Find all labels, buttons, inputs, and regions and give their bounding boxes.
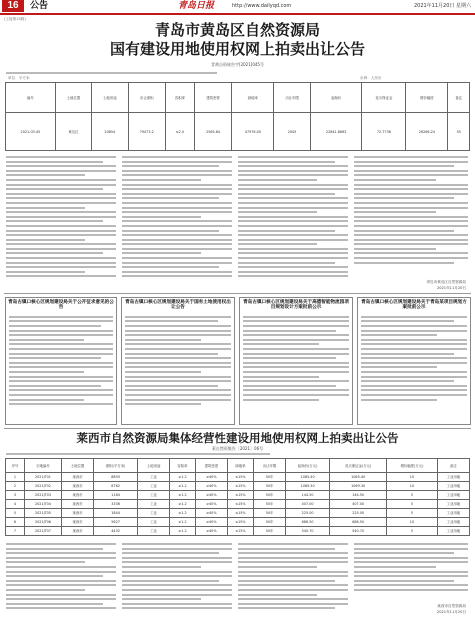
- table2-cell: 工业用地: [437, 500, 469, 509]
- table1-header: 起始价: [310, 83, 362, 113]
- table2-cell: ≥1.2: [170, 500, 196, 509]
- paper-logo: 青岛日报: [178, 1, 215, 11]
- table2-cell: 1844: [94, 509, 138, 518]
- notice-box-4: [357, 297, 471, 425]
- table2-cell: 莱西市: [61, 482, 93, 491]
- table2-header: 备注: [437, 459, 469, 473]
- table2-cell: 407.00: [286, 500, 330, 509]
- table2-header: 绿地率: [227, 459, 253, 473]
- table1-cell: 72.7736: [362, 113, 406, 151]
- table2-cell: ≥40%: [195, 482, 227, 491]
- table2-cell: 工业用地: [437, 518, 469, 527]
- table2-cell: 8762: [94, 482, 138, 491]
- table2-cell: ≥1.2: [170, 482, 196, 491]
- table-row: [6, 500, 470, 509]
- table2-cell: 540.70: [330, 527, 387, 536]
- table-row: [6, 518, 470, 527]
- table1-header: 容积率: [165, 83, 194, 113]
- table1-cell: 55: [448, 113, 470, 151]
- table1-header: 出让面积: [128, 83, 165, 113]
- table2-cell: 2021JT04: [25, 500, 62, 509]
- table1-header: 土地用途: [92, 83, 128, 113]
- table1-cell: 2021-GY-45: [6, 113, 56, 151]
- table2-cell: 2021JT06: [25, 518, 62, 527]
- notice2-title: 莱西市自然资源局集体经营性建设用地使用权网上拍卖出让公告: [76, 431, 399, 445]
- table1-header: 绿地率: [232, 83, 274, 113]
- notice-box-3: [239, 297, 353, 425]
- table2-cell: 2021JT07: [25, 527, 62, 536]
- table2-header: 面积(平方米): [94, 459, 138, 473]
- table2-cell: 540.70: [286, 527, 330, 536]
- notice-box-title: 青岛古镇口核心区规划建设局关于高德智能物流园项目规划设计方案批前公示: [243, 300, 349, 311]
- table2-cell: ≤15%: [227, 518, 253, 527]
- table2-cell: 5: [387, 509, 438, 518]
- table1-unit: 单位：平方米: [8, 76, 30, 80]
- table2-header: 竞买保证金(万元): [330, 459, 387, 473]
- table2-cell: 5: [6, 509, 25, 518]
- table1-cell: 2565.64: [194, 113, 231, 151]
- table2-cell: 7: [6, 527, 25, 536]
- notice-box-2: [121, 297, 235, 425]
- table2-cell: 225.00: [286, 509, 330, 518]
- table2-cell: ≥40%: [195, 518, 227, 527]
- table2-header: 土地用途: [138, 459, 170, 473]
- table2-cell: 1069.30: [330, 482, 387, 491]
- notice2-body-col3: [238, 541, 348, 617]
- table1-cell: ≤2.0: [165, 113, 194, 151]
- table2-cell: 4432: [94, 527, 138, 536]
- notice1-body-col2: [122, 154, 232, 292]
- table2-cell: 工业: [138, 509, 170, 518]
- section-name: 公告: [30, 1, 49, 11]
- table2-cell: 工业用地: [437, 491, 469, 500]
- table2-cell: ≥40%: [195, 491, 227, 500]
- table2-cell: ≥40%: [195, 527, 227, 536]
- table2-header: 建筑密度: [195, 459, 227, 473]
- table2-cell: ≤15%: [227, 473, 253, 482]
- table1-header: 增价幅度: [406, 83, 448, 113]
- notice-box-title: 青岛古镇口核心区规划建设局关于青岛某项目规划方案批前公示: [361, 300, 467, 311]
- notice1-signature: 青岛市黄岛区自然资源局: [426, 280, 466, 284]
- table1-cell: 79473.2: [128, 113, 165, 151]
- table1-header: 编号: [6, 83, 56, 113]
- notice1-intro: [6, 70, 246, 80]
- table2-cell: 工业: [138, 518, 170, 527]
- table2-cell: 工业: [138, 500, 170, 509]
- table2-cell: 407.00: [330, 500, 387, 509]
- table2-cell: ≥40%: [195, 473, 227, 482]
- table2-header: 起始价(万元): [286, 459, 330, 473]
- table2-cell: 莱西市: [61, 527, 93, 536]
- section-divider: [4, 428, 471, 429]
- table2-cell: 50年: [253, 473, 285, 482]
- table1-header: 建筑密度: [194, 83, 231, 113]
- table-row: [6, 482, 470, 491]
- table2-cell: 莱西市: [61, 518, 93, 527]
- notice-box-body: [122, 314, 234, 408]
- table2-cell: 3: [6, 491, 25, 500]
- table1-cell: 2005: [274, 113, 310, 151]
- table2-cell: 工业: [138, 491, 170, 500]
- table2-cell: 工业用地: [437, 527, 469, 536]
- table1-cell: 26266.24: [406, 113, 448, 151]
- table2-cell: 4: [6, 500, 25, 509]
- table2-cell: 2021JT05: [25, 509, 62, 518]
- notice1-land-table: [5, 82, 470, 151]
- table1-cell: 47976.00: [232, 113, 274, 151]
- notice1-body-col1: [6, 154, 116, 292]
- notice-box-1: [5, 297, 117, 425]
- table2-cell: 工业: [138, 482, 170, 491]
- table2-cell: ≤15%: [227, 482, 253, 491]
- table-row: [6, 473, 470, 482]
- notice1-body-col3: [238, 154, 348, 292]
- table2-header: 增价幅度(万元): [387, 459, 438, 473]
- table2-cell: 686.50: [330, 518, 387, 527]
- notice2-signature-date: 2021年11月20日: [436, 610, 466, 614]
- table2-cell: 50年: [253, 500, 285, 509]
- section-divider: [4, 293, 471, 294]
- notice-box-title: 青岛古镇口核心区规划建设局关于国有土地使用权出让公告: [125, 300, 231, 311]
- table2-cell: 3336: [94, 500, 138, 509]
- table1-cell: 22841.8663: [310, 113, 362, 151]
- table2-cell: 144.50: [286, 491, 330, 500]
- table2-cell: 225.00: [330, 509, 387, 518]
- table2-cell: 1069.30: [286, 482, 330, 491]
- table1-cell: 黄岛区: [55, 113, 91, 151]
- table-row: [6, 509, 470, 518]
- table2-cell: 1: [6, 473, 25, 482]
- table2-cell: ≥1.2: [170, 491, 196, 500]
- table2-cell: 50年: [253, 491, 285, 500]
- table2-cell: 莱西市: [61, 491, 93, 500]
- notice1-title-line2: 国有建设用地使用权网上拍卖出让公告: [109, 40, 365, 58]
- table2-cell: ≤15%: [227, 500, 253, 509]
- table2-cell: 工业: [138, 527, 170, 536]
- issue-date: 2021年11月20日 星期六: [413, 3, 471, 9]
- notice-box-title: 青岛古镇口核心区规划建设局关于公开征求意见的公告: [8, 300, 114, 311]
- table2-cell: 5: [387, 491, 438, 500]
- table2-cell: 5: [387, 500, 438, 509]
- notice-box-body: [6, 314, 116, 408]
- table2-cell: 6: [6, 518, 25, 527]
- table2-cell: ≤15%: [227, 527, 253, 536]
- table1-header: 备注: [448, 83, 470, 113]
- table2-cell: 50年: [253, 482, 285, 491]
- table1-cell: 20854: [92, 113, 128, 151]
- table2-cell: 5627: [94, 518, 138, 527]
- table2-cell: 1085.40: [330, 473, 387, 482]
- table-row: [6, 491, 470, 500]
- table2-cell: 5: [387, 527, 438, 536]
- table2-cell: 8893: [94, 473, 138, 482]
- table2-cell: ≤15%: [227, 491, 253, 500]
- table1-header: 竞买保证金: [362, 83, 406, 113]
- table1-header: 出让年限: [274, 83, 310, 113]
- table2-cell: ≥1.2: [170, 509, 196, 518]
- table2-header: 出让年限: [253, 459, 285, 473]
- page-number: 16: [2, 0, 24, 12]
- masthead-bar: [0, 0, 475, 15]
- notice1-signature-date: 2021年11月20日: [436, 286, 466, 290]
- notice2-body-col1: [6, 541, 116, 617]
- table2-cell: 50年: [253, 518, 285, 527]
- table2-cell: 工业用地: [437, 473, 469, 482]
- table2-cell: 10: [387, 473, 438, 482]
- notice2-doc-number: 莱自然资集告〔2021〕06号: [211, 446, 264, 451]
- table2-cell: ≥1.2: [170, 527, 196, 536]
- website-link[interactable]: http://www.dailyqd.com: [232, 3, 292, 9]
- table2-cell: ≥1.2: [170, 518, 196, 527]
- table2-header: 宗地编号: [25, 459, 62, 473]
- table2-cell: 2021JT03: [25, 491, 62, 500]
- table2-cell: 50年: [253, 527, 285, 536]
- table2-cell: ≥1.2: [170, 473, 196, 482]
- table2-cell: 50年: [253, 509, 285, 518]
- table-row: [6, 527, 470, 536]
- notice-box-body: [358, 314, 470, 403]
- notice2-signature: 莱西市自然资源局: [437, 604, 466, 608]
- table2-cell: 工业: [138, 473, 170, 482]
- table2-header: 序号: [6, 459, 25, 473]
- notice2-body-col4: [354, 541, 468, 601]
- table2-cell: 10: [387, 518, 438, 527]
- table2-cell: 10: [387, 482, 438, 491]
- notice-box-body: [240, 314, 352, 403]
- table2-cell: ≥40%: [195, 509, 227, 518]
- table2-cell: 2021JT01: [25, 473, 62, 482]
- table2-cell: 2: [6, 482, 25, 491]
- table2-cell: 工业用地: [437, 482, 469, 491]
- table2-cell: 1085.40: [286, 473, 330, 482]
- continued-note: (上接第15版): [4, 17, 26, 21]
- table2-header: 土地位置: [61, 459, 93, 473]
- table2-cell: 686.50: [286, 518, 330, 527]
- notice1-title-line1: 青岛市黄岛区自然资源局: [154, 21, 320, 39]
- table2-cell: 1184: [94, 491, 138, 500]
- table2-header: 容积率: [170, 459, 196, 473]
- table2-cell: 144.50: [330, 491, 387, 500]
- table2-cell: 2021JT02: [25, 482, 62, 491]
- table1-header: 土地位置: [55, 83, 91, 113]
- table2-cell: 莱西市: [61, 500, 93, 509]
- notice2-land-table: [5, 458, 470, 536]
- notice2-body-col2: [122, 541, 232, 617]
- table2-cell: 莱西市: [61, 509, 93, 518]
- notice1-body-col4: [354, 154, 468, 280]
- notice1-doc-number: 青黄自资规告字[2021]045号: [211, 62, 264, 67]
- table2-cell: ≥40%: [195, 500, 227, 509]
- table2-cell: ≤15%: [227, 509, 253, 518]
- table2-cell: 工业用地: [437, 509, 469, 518]
- table2-cell: 莱西市: [61, 473, 93, 482]
- table1-currency: 币种：人民币: [360, 76, 382, 80]
